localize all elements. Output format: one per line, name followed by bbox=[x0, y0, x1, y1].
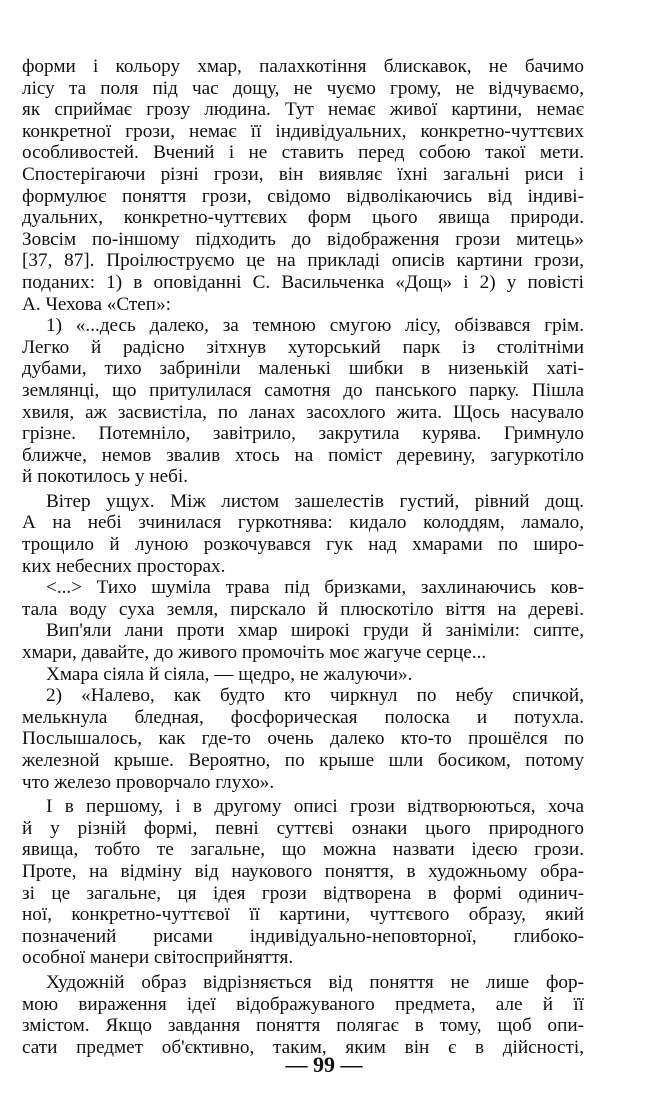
text-line: конкретної грози, немає її індивідуальних, конкретно-чуттєвих bbox=[22, 120, 584, 142]
text-line: Спостерігаючи різні грози, він виявляє їхні загальні риси і bbox=[22, 163, 584, 185]
text-line: особливостей. Вчений і не ставить перед собою такої мети. bbox=[22, 142, 584, 164]
text-line: мелькнула бледная, фосфорическая полоска и потухла. bbox=[22, 706, 584, 728]
text-line: А на небі зчинилася гуркотнява: кидало колоддям, ламало, bbox=[22, 512, 584, 534]
text-line: что железо проворчало глухо». bbox=[22, 771, 275, 793]
text-line: зі це загальне, ця ідея грози відтворена в формі одинич- bbox=[22, 882, 584, 904]
text-line: ких небесних просторах. bbox=[22, 555, 226, 577]
text-line: поданих: 1) в оповіданні С. Васильченка «Дощ» і 2) у повісті bbox=[22, 271, 584, 293]
text-line: ної, конкретно-чуттєвої її картини, чуттєвого образу, який bbox=[22, 904, 584, 926]
text-line: дуальних, конкретно-чуттєвих форм цього явища природи. bbox=[22, 207, 584, 229]
text-line: особної манери світосприйняття. bbox=[22, 947, 294, 969]
text-line: ближче, немов звалив хтось на поміст деревину, загуркотіло bbox=[22, 444, 584, 466]
text-line: землянці, що притулилася самотня до панського парку. Пішла bbox=[22, 379, 584, 401]
text-line: [37, 87]. Проілюструємо це на прикладі описів картини грози, bbox=[22, 250, 584, 272]
text-line: І в першому, і в другому описі грози відтворюються, хоча bbox=[46, 796, 584, 818]
text-line: <...> Тихо шуміла трава під бризками, захлинаючись ков- bbox=[46, 577, 584, 599]
page-number: — 99 — bbox=[285, 1052, 363, 1077]
text-line: й покотилось у небі. bbox=[22, 466, 189, 488]
text-line: грізне. Потемніло, завітрило, закрутила курява. Гримнуло bbox=[22, 423, 584, 445]
text-line: тала воду суха земля, пирскало й плюскотіло віття на дереві. bbox=[22, 598, 584, 620]
text-line: 1) «...десь далеко, за темною смугою лісу, обізвався грім. bbox=[46, 315, 584, 337]
text-line: трощило й луною розкочувався гук над хмарами по широ- bbox=[22, 534, 584, 556]
text-line: як сприймає грозу людина. Тут немає живої картини, немає bbox=[22, 99, 584, 121]
text-line: Хмара сіяла й сіяла, — щедро, не жалуючи». bbox=[46, 663, 413, 685]
text-line: сати предмет об'єктивно, таким, яким він є в дійсності, bbox=[22, 1036, 584, 1058]
text-line: Проте, на відміну від наукового поняття, в художньому обра- bbox=[22, 860, 584, 882]
text-line: А. Чехова «Степ»: bbox=[22, 293, 171, 315]
text-line: позначений рисами індивідуально-неповторної, глибоко- bbox=[22, 925, 584, 947]
text-line: форми і кольору хмар, палахкотіння блискавок, не бачимо bbox=[22, 56, 584, 77]
text-line: мою вираження ідеї відображуваного предмета, але й її bbox=[22, 993, 584, 1015]
page-text bbox=[22, 56, 584, 1058]
text-line: лісу та поля під час дощу, не чуємо грому, не відчуваємо, bbox=[22, 77, 584, 99]
text-line: дубами, тихо забриніли маленькі шибки в низенькій хаті- bbox=[22, 358, 584, 380]
text-line: змістом. Якщо завдання поняття полягає в тому, щоб опи- bbox=[22, 1015, 584, 1037]
text-line: хмари, давайте, до живого промочіть моє жагуче серце... bbox=[22, 642, 487, 664]
text-line: Художній образ відрізняється від поняття не лише фор- bbox=[46, 971, 584, 993]
text-line: формулює поняття грози, свідомо відволікаючись від індиві- bbox=[22, 185, 584, 207]
text-line: Вип'яли лани проти хмар широкі груди й заніміли: сипте, bbox=[46, 620, 584, 642]
text-line: железной крыше. Вероятно, по крыше шли босиком, потому bbox=[22, 750, 584, 771]
text-line: Послышалось, как где-то очень далеко кто-то прошёлся по bbox=[22, 728, 584, 750]
text-line: 2) «Налево, как будто кто чиркнул по небу спичкой, bbox=[46, 685, 584, 707]
text-line: явища, тобто те загальне, що можна назвати ідеєю грози. bbox=[22, 839, 584, 861]
text-line: хвиля, аж засвистіла, по ланах засохлого жита. Щось насувало bbox=[22, 401, 584, 423]
text-line: й у різній формі, певні суттєві ознаки цього природного bbox=[22, 817, 584, 839]
text-line: Легко й радісно зітхнув хуторський парк із столітніми bbox=[22, 336, 584, 358]
text-line: Вітер ущух. Між листом зашелестів густий, рівний дощ. bbox=[46, 490, 584, 512]
text-line: Зовсім по-іншому підходить до відображення грози митець» bbox=[22, 228, 584, 250]
